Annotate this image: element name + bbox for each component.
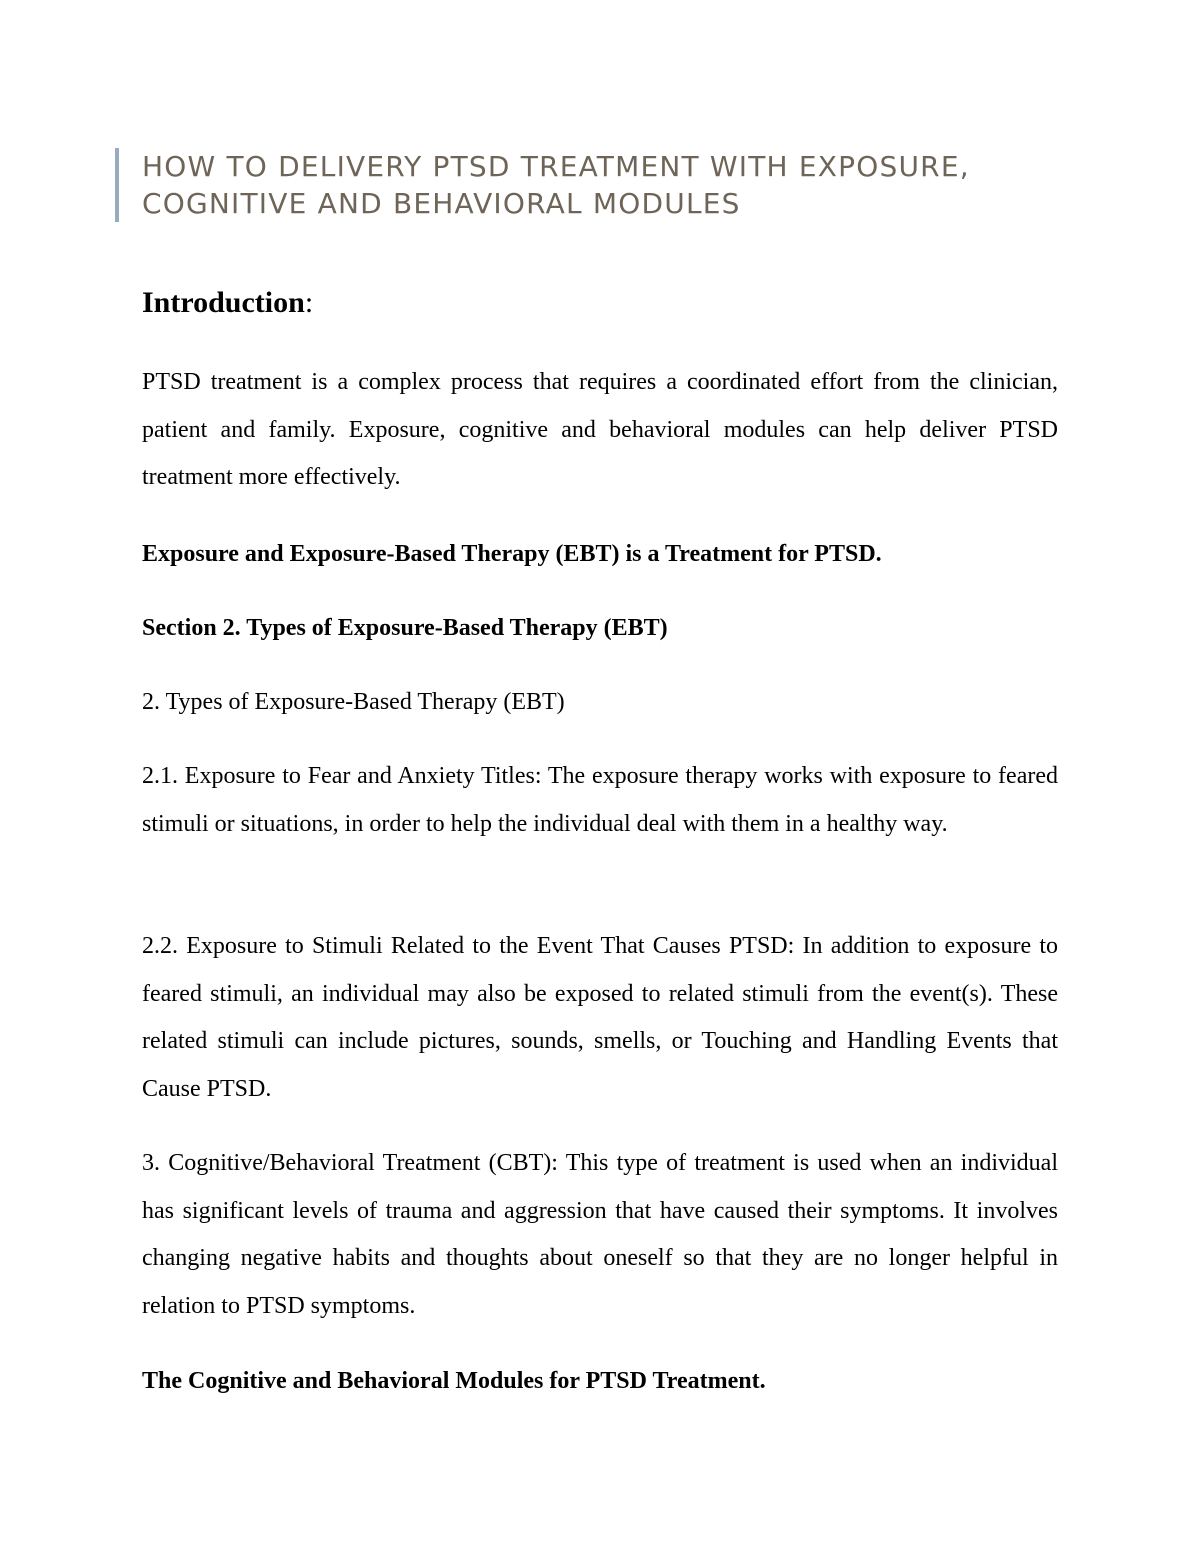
title-line-1: HOW TO DELIVERY PTSD TREATMENT WITH EXPOSURE, <box>142 150 970 183</box>
ebt-heading: Exposure and Exposure-Based Therapy (EBT) is a Treatment for PTSD. <box>142 541 882 567</box>
introduction-heading-text: Introduction <box>142 286 305 319</box>
section-2-heading: Section 2. Types of Exposure-Based Therapy (EBT) <box>142 615 668 641</box>
introduction-heading-colon: : <box>304 286 314 319</box>
introduction-heading <box>142 284 1058 322</box>
modules-heading: The Cognitive and Behavioral Modules for PTSD Treatment. <box>142 1368 766 1394</box>
types-of-ebt-line: 2. Types of Exposure-Based Therapy (EBT) <box>142 689 565 715</box>
item-2-2-paragraph: 2.2. Exposure to Stimuli Related to the Event That Causes PTSD: In addition to exposure to feared stimuli, an individual may also be exposed to related stimuli from the event(s). These related stimuli can include pictures, sounds, smells, or Touching and Handling Events that Cause PTSD. <box>142 933 1058 1102</box>
item-3-paragraph: 3. Cognitive/Behavioral Treatment (CBT): This type of treatment is used when an individual has significant levels of trauma and aggression that have caused their symptoms. It involves changing negative habits and thoughts about oneself so that they are no longer helpful in relation to PTSD symptoms. <box>142 1150 1058 1319</box>
title-line-2: COGNITIVE AND BEHAVIORAL MODULES <box>142 187 741 220</box>
document-title <box>115 148 1102 222</box>
introduction-paragraph: PTSD treatment is a complex process that requires a coordinated effort from the clinician, patient and family. Exposure, cognitive and behavioral modules can help deliver PTSD treatment more effectively. <box>142 369 1058 490</box>
item-2-1-paragraph: 2.1. Exposure to Fear and Anxiety Titles: The exposure therapy works with exposure to feared stimuli or situations, in order to help the individual deal with them in a healthy way. <box>142 763 1058 837</box>
